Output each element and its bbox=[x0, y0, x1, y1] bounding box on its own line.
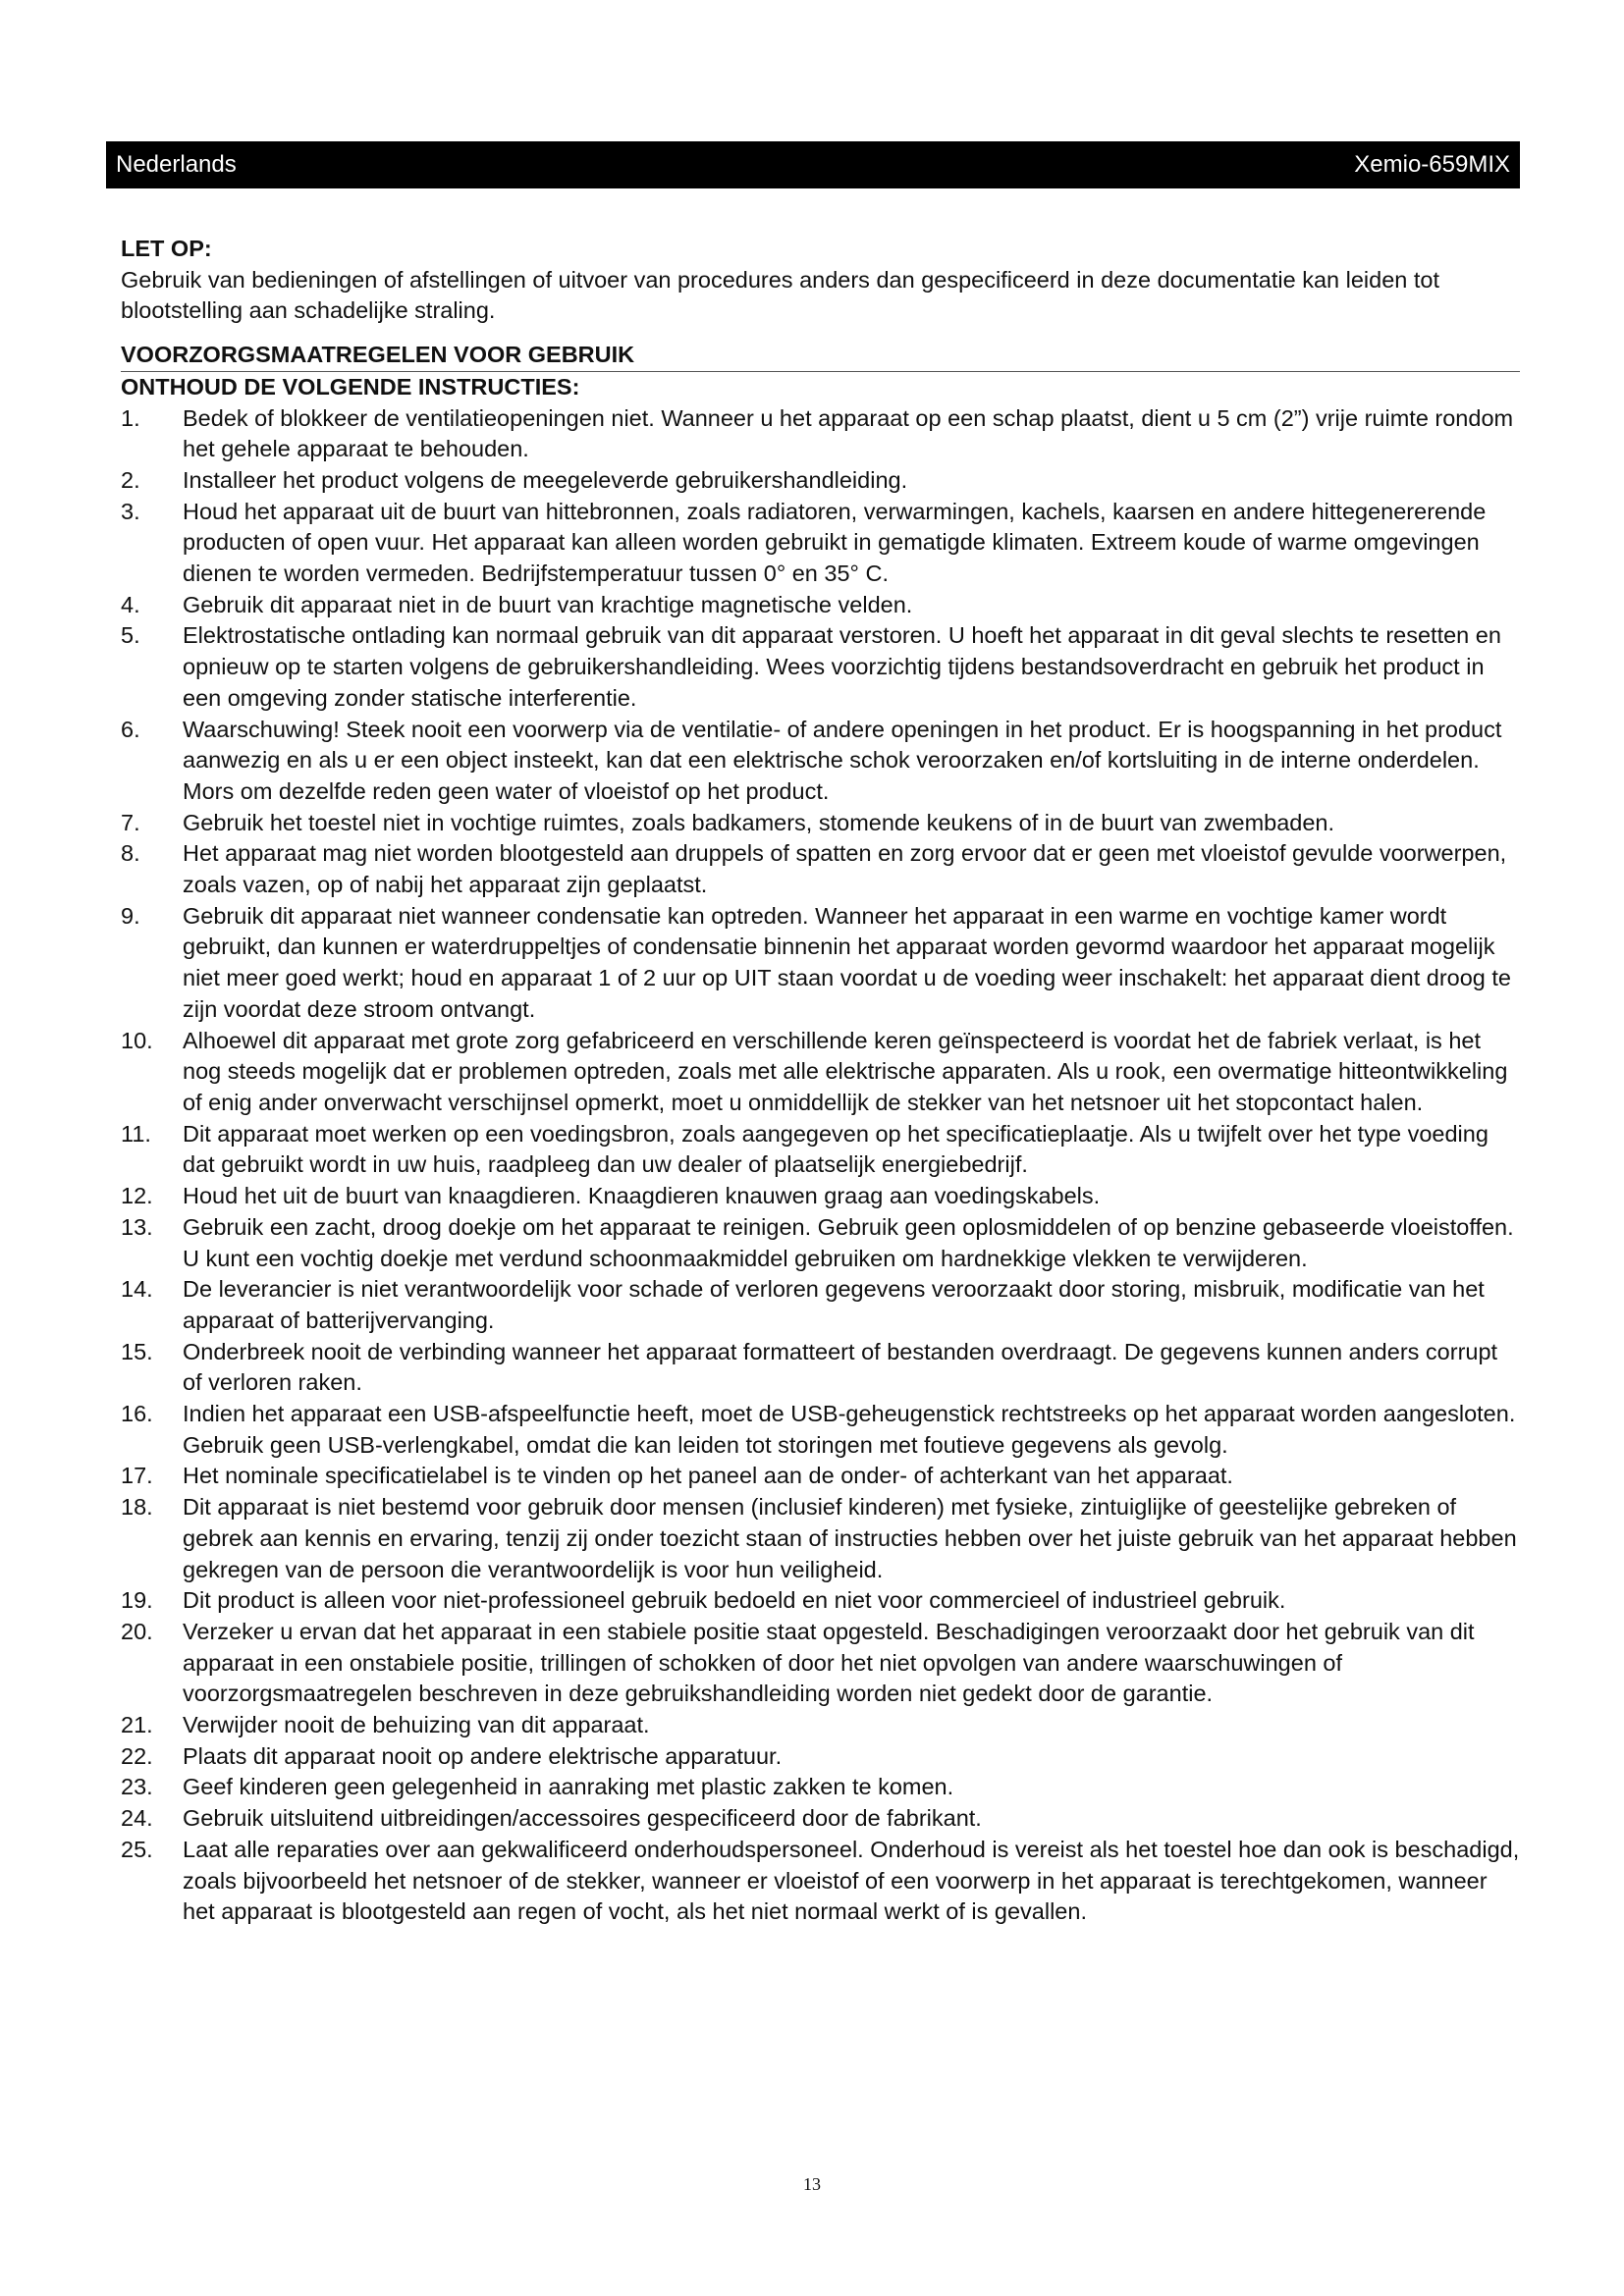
list-item-text: Elektrostatische ontlading kan normaal gebruik van dit apparaat verstoren. U hoeft het apparaat in dit geval slechts te resetten en opnieuw op te starten volgens de gebruikershandleiding. Wees voorzichtig tijdens bestandsoverdracht en gebruik het product in een omgeving zonder statische interferentie. bbox=[183, 622, 1501, 711]
list-item-number: 3. bbox=[121, 498, 140, 524]
list-item bbox=[121, 403, 1520, 465]
list-item-number: 20. bbox=[121, 1618, 153, 1644]
list-item-number: 5. bbox=[121, 622, 140, 649]
list-item-text: Onderbreek nooit de verbinding wanneer het apparaat formatteert of bestanden overdraagt. De gegevens kunnen anders corrupt of verloren raken. bbox=[183, 1338, 1498, 1396]
list-item-text: Dit apparaat is niet bestemd voor gebruik door mensen (inclusief kinderen) met fysieke, zintuiglijke of geestelijke gebreken of gebrek aan kennis en ervaring, tenzij zij onder toezicht staan of instructies hebben over het juiste gebruik van het apparaat hebben gekregen van de persoon die verantwoordelijk is voor hun veiligheid. bbox=[183, 1494, 1517, 1582]
list-item-number: 8. bbox=[121, 840, 140, 867]
list-item bbox=[121, 1492, 1520, 1585]
list-item-text: Dit product is alleen voor niet-professioneel gebruik bedoeld en niet voor commercieel of industrieel gebruik. bbox=[183, 1587, 1286, 1614]
list-item bbox=[121, 808, 1520, 839]
list-item bbox=[121, 590, 1520, 621]
list-item-number: 19. bbox=[121, 1587, 153, 1614]
list-item-text: Gebruik dit apparaat niet in de buurt van krachtige magnetische velden. bbox=[183, 591, 913, 617]
list-item-text: Indien het apparaat een USB-afspeelfunctie heeft, moet de USB-geheugenstick rechtstreeks op het apparaat worden aangesloten. Gebruik geen USB-verlengkabel, omdat die kan leiden tot storingen met foutieve gegevens als gevolg. bbox=[183, 1401, 1516, 1458]
list-item-number: 9. bbox=[121, 902, 140, 929]
list-item-number: 14. bbox=[121, 1276, 153, 1303]
list-item bbox=[121, 715, 1520, 808]
header-bar bbox=[106, 141, 1520, 188]
list-item-number: 6. bbox=[121, 716, 140, 742]
list-item-number: 23. bbox=[121, 1774, 153, 1800]
list-item-number: 21. bbox=[121, 1712, 153, 1738]
list-item bbox=[121, 1399, 1520, 1461]
list-item-text: De leverancier is niet verantwoordelijk voor schade of verloren gegevens veroorzaakt door storing, misbruik, modificatie van het apparaat of batterijvervanging. bbox=[183, 1276, 1485, 1333]
list-item-number: 11. bbox=[121, 1120, 151, 1147]
list-item bbox=[121, 465, 1520, 497]
list-item bbox=[121, 901, 1520, 1026]
instruction-list bbox=[121, 403, 1520, 1928]
list-item bbox=[121, 1026, 1520, 1119]
list-item-number: 13. bbox=[121, 1213, 153, 1240]
header-language: Nederlands bbox=[116, 151, 237, 178]
list-item-text: Houd het uit de buurt van knaagdieren. Knaagdieren knauwen graag aan voedingskabels. bbox=[183, 1183, 1101, 1209]
list-item-text: Houd het apparaat uit de buurt van hittebronnen, zoals radiatoren, verwarmingen, kachels, kaarsen en andere hittegenererende producten of open vuur. Het apparaat kan alleen worden gebruikt in gematigde klimaten. Extreem koude of warme omgevingen dienen te worden vermeden. Bedrijfstemperatuur tussen 0° en 35° C. bbox=[183, 498, 1487, 587]
list-item bbox=[121, 1803, 1520, 1835]
list-item bbox=[121, 1181, 1520, 1212]
list-item-number: 18. bbox=[121, 1494, 153, 1521]
list-item-number: 17. bbox=[121, 1463, 153, 1489]
list-item-number: 2. bbox=[121, 466, 140, 493]
list-item-text: Waarschuwing! Steek nooit een voorwerp via de ventilatie- of andere openingen in het product. Er is hoogspanning in het product aanwezig en als u er een object insteekt, kan dat een elektrische schok veroorzaken en/of kortsluiting in de interne onderdelen. Mors om dezelfde reden geen water of vloeistof op het product. bbox=[183, 716, 1502, 804]
list-item-text: Verzeker u ervan dat het apparaat in een stabiele positie staat opgesteld. Beschadigingen veroorzaakt door het gebruik van dit apparaat in een onstabiele positie, trillingen of schokken of door het niet opvolgen van andere waarschuwingen of voorzorgsmaatregelen beschreven in deze gebruikshandleiding worden niet gedekt door de garantie. bbox=[183, 1618, 1475, 1707]
list-item-number: 12. bbox=[121, 1183, 153, 1209]
list-item-text: Bedek of blokkeer de ventilatieopeningen niet. Wanneer u het apparaat op een schap plaatst, dient u 5 cm (2”) vrije ruimte rondom het gehele apparaat te behouden. bbox=[183, 404, 1514, 462]
list-item bbox=[121, 1337, 1520, 1399]
page-content bbox=[121, 234, 1520, 1928]
list-item bbox=[121, 1585, 1520, 1617]
list-item-number: 4. bbox=[121, 591, 140, 617]
list-item bbox=[121, 1212, 1520, 1274]
list-item-text: Gebruik het toestel niet in vochtige ruimtes, zoals badkamers, stomende keukens of in de buurt van zwembaden. bbox=[183, 809, 1335, 835]
subsection-title: ONTHOUD DE VOLGENDE INSTRUCTIES: bbox=[121, 373, 580, 400]
list-item-text: Geef kinderen geen gelegenheid in aanraking met plastic zakken te komen. bbox=[183, 1774, 954, 1800]
list-item-number: 1. bbox=[121, 404, 140, 431]
list-item-number: 15. bbox=[121, 1338, 153, 1364]
list-item bbox=[121, 1835, 1520, 1928]
list-item-text: Het nominale specificatielabel is te vinden op het paneel aan de onder- of achterkant van het apparaat. bbox=[183, 1463, 1233, 1489]
section-title: VOORZORGSMAATREGELEN VOOR GEBRUIK bbox=[121, 340, 1520, 372]
list-item-number: 16. bbox=[121, 1401, 153, 1427]
list-item-number: 25. bbox=[121, 1836, 153, 1862]
list-item-number: 7. bbox=[121, 809, 140, 835]
list-item-text: Plaats dit apparaat nooit op andere elektrische apparatuur. bbox=[183, 1742, 783, 1769]
list-item-text: Gebruik uitsluitend uitbreidingen/accessoires gespecificeerd door de fabrikant. bbox=[183, 1805, 982, 1832]
warning-text: Gebruik van bedieningen of afstellingen of uitvoer van procedures anders dan gespecificeerd in deze documentatie kan leiden tot blootstelling aan schadelijke straling. bbox=[121, 266, 1439, 324]
list-item-text: Installeer het product volgens de meegeleverde gebruikershandleiding. bbox=[183, 466, 908, 493]
list-item bbox=[121, 1772, 1520, 1803]
list-item-text: Verwijder nooit de behuizing van dit apparaat. bbox=[183, 1712, 650, 1738]
list-item-text: Laat alle reparaties over aan gekwalificeerd onderhoudspersoneel. Onderhoud is vereist als het toestel hoe dan ook is beschadigd, zoals bijvoorbeeld het netsnoer of de stekker, wanneer er vloeistof of een voorwerp in het apparaat is terechtgekomen, wanneer het apparaat is blootgesteld aan regen of vocht, als het niet normaal werkt of is gevallen. bbox=[183, 1836, 1520, 1925]
list-item bbox=[121, 1617, 1520, 1710]
header-model: Xemio-659MIX bbox=[1354, 151, 1510, 178]
list-item bbox=[121, 1461, 1520, 1492]
list-item-number: 22. bbox=[121, 1742, 153, 1769]
list-item-text: Gebruik dit apparaat niet wanneer condensatie kan optreden. Wanneer het apparaat in een warme en vochtige kamer wordt gebruikt, dan kunnen er waterdruppeltjes of condensatie binnenin het apparaat worden gevormd waardoor het apparaat mogelijk niet meer goed werkt; houd en apparaat 1 of 2 uur op UIT staan voordat u de voeding weer inschakelt: het apparaat dient droog te zijn voordat deze stroom ontvangt. bbox=[183, 902, 1512, 1022]
list-item bbox=[121, 838, 1520, 900]
list-item bbox=[121, 1119, 1520, 1181]
list-item-text: Alhoewel dit apparaat met grote zorg gefabriceerd en verschillende keren geïnspecteerd is voordat het de fabriek verlaat, is het nog steeds mogelijk dat er problemen optreden, zoals met alle elektrische apparaten. Als u rook, een overmatige hitteontwikkeling of enig ander onverwacht verschijnsel opmerkt, moet u onmiddellijk de stekker van het netsnoer uit het stopcontact halen. bbox=[183, 1027, 1508, 1115]
warning-title: LET OP: bbox=[121, 236, 212, 261]
list-item bbox=[121, 620, 1520, 714]
list-item bbox=[121, 1274, 1520, 1336]
list-item-number: 10. bbox=[121, 1027, 153, 1053]
list-item bbox=[121, 497, 1520, 590]
list-item bbox=[121, 1741, 1520, 1773]
list-item-text: Gebruik een zacht, droog doekje om het apparaat te reinigen. Gebruik geen oplosmiddelen of op benzine gebaseerde vloeistoffen. U kunt een vochtig doekje met verdund schoonmaakmiddel gebruiken om hardnekkige vlekken te verwijderen. bbox=[183, 1213, 1514, 1271]
page-number: 13 bbox=[803, 2174, 821, 2194]
list-item-text: Dit apparaat moet werken op een voedingsbron, zoals aangegeven op het specificatieplaatje. Als u twijfelt over het type voeding dat gebruikt wordt in uw huis, raadpleeg dan uw dealer of plaatselijk energiebedrijf. bbox=[183, 1120, 1489, 1178]
list-item-number: 24. bbox=[121, 1805, 153, 1832]
list-item-text: Het apparaat mag niet worden blootgesteld aan druppels of spatten en zorg ervoor dat er geen met vloeistof gevulde voorwerpen, zoals vazen, op of nabij het apparaat zijn geplaatst. bbox=[183, 840, 1507, 898]
list-item bbox=[121, 1710, 1520, 1741]
